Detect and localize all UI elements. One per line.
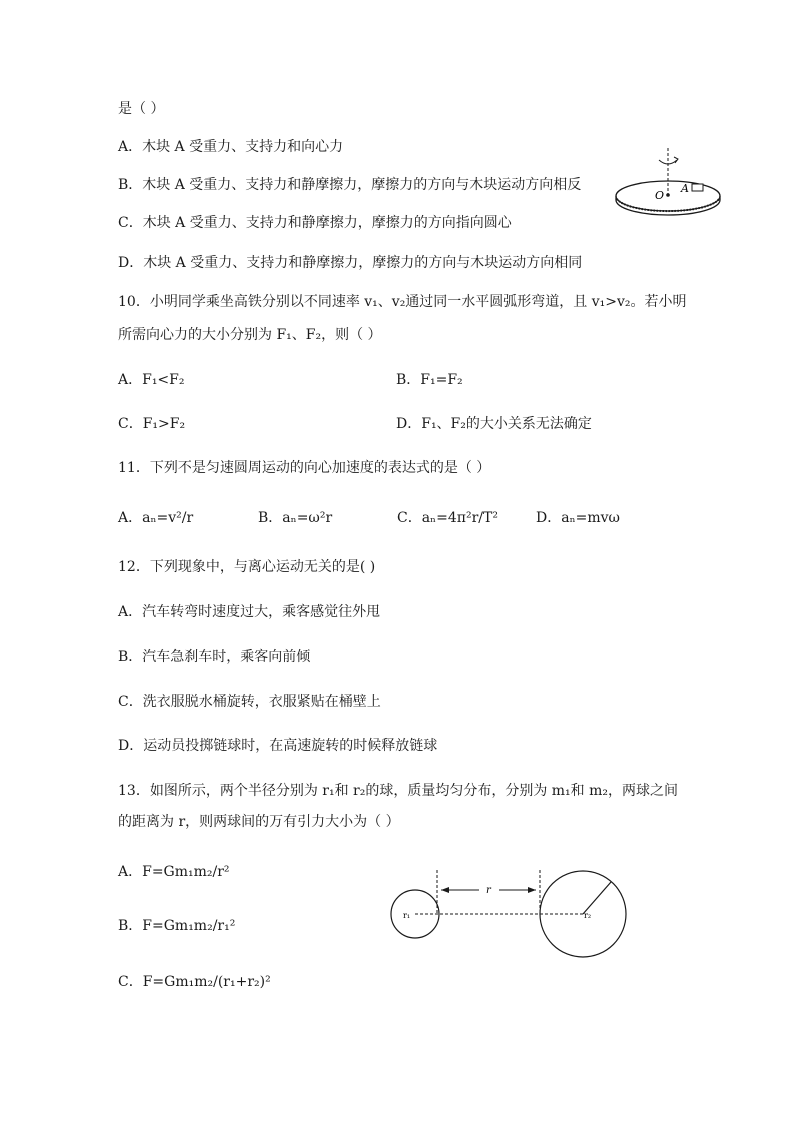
q12-stem: 12．下列现象中，与离心运动无关的是( ) bbox=[118, 559, 376, 575]
radius-label-r2: r₂ bbox=[584, 911, 592, 920]
distance-label-r: r bbox=[486, 885, 491, 896]
q9-option-c[interactable]: C．木块 A 受重力、支持力和静摩擦力，摩擦力的方向指向圆心 bbox=[118, 215, 512, 231]
q10-stem-line2: 所需向心力的大小分别为 F₁、F₂，则（ ） bbox=[118, 327, 382, 343]
turntable-label-o: O bbox=[655, 189, 665, 202]
wooden-block-a bbox=[692, 184, 703, 191]
turntable-figure bbox=[610, 148, 728, 216]
two-spheres-figure bbox=[385, 868, 635, 960]
q13-option-c[interactable]: C．F=Gm₁m₂/(r₁+r₂)² bbox=[118, 974, 271, 990]
q13-option-a[interactable]: A．F=Gm₁m₂/r² bbox=[118, 864, 230, 880]
q12-option-a[interactable]: A．汽车转弯时速度过大，乘客感觉往外甩 bbox=[118, 604, 381, 620]
q12-option-c[interactable]: C．洗衣服脱水桶旋转，衣服紧贴在桶壁上 bbox=[118, 694, 381, 710]
q10-stem-line1: 10．小明同学乘坐高铁分别以不同速率 v₁、v₂通过同一水平圆弧形弯道，且 v₁>v₂。若小明 bbox=[118, 294, 687, 310]
q9-option-b[interactable]: B．木块 A 受重力、支持力和静摩擦力，摩擦力的方向与木块运动方向相反 bbox=[118, 177, 582, 193]
q10-option-d[interactable]: D．F₁、F₂的大小关系无法确定 bbox=[396, 416, 592, 432]
radius-label-r1: r₁ bbox=[403, 911, 411, 920]
q10-option-b[interactable]: B．F₁=F₂ bbox=[396, 372, 463, 388]
q9-stem-tail: 是（ ） bbox=[118, 101, 165, 117]
q11-option-c[interactable]: C．aₙ=4π²r/T² bbox=[397, 510, 498, 526]
q13-option-b[interactable]: B．F=Gm₁m₂/r₁² bbox=[118, 918, 236, 934]
q11-option-d[interactable]: D．aₙ=mvω bbox=[536, 510, 620, 526]
turntable-label-a: A bbox=[681, 182, 689, 195]
q13-stem-line2: 的距离为 r，则两球间的万有引力大小为（ ） bbox=[118, 814, 400, 830]
q13-stem-line1: 13．如图所示，两个半径分别为 r₁和 r₂的球，质量均匀分布，分别为 m₁和 m₂，两球之间 bbox=[118, 783, 678, 799]
q11-option-b[interactable]: B．aₙ=ω²r bbox=[258, 510, 333, 526]
q9-option-d[interactable]: D．木块 A 受重力、支持力和静摩擦力，摩擦力的方向与木块运动方向相同 bbox=[118, 255, 583, 271]
q11-option-a[interactable]: A．aₙ=v²/r bbox=[118, 510, 194, 526]
q12-option-b[interactable]: B．汽车急刹车时，乘客向前倾 bbox=[118, 649, 311, 665]
q11-stem: 11．下列不是匀速圆周运动的向心加速度的表达式的是（ ） bbox=[118, 460, 491, 476]
q12-option-d[interactable]: D．运动员投掷链球时，在高速旋转的时候释放链球 bbox=[118, 738, 438, 754]
q10-option-c[interactable]: C．F₁>F₂ bbox=[118, 416, 186, 432]
q10-option-a[interactable]: A．F₁<F₂ bbox=[118, 372, 185, 388]
q9-option-a[interactable]: A．木块 A 受重力、支持力和向心力 bbox=[118, 139, 344, 155]
